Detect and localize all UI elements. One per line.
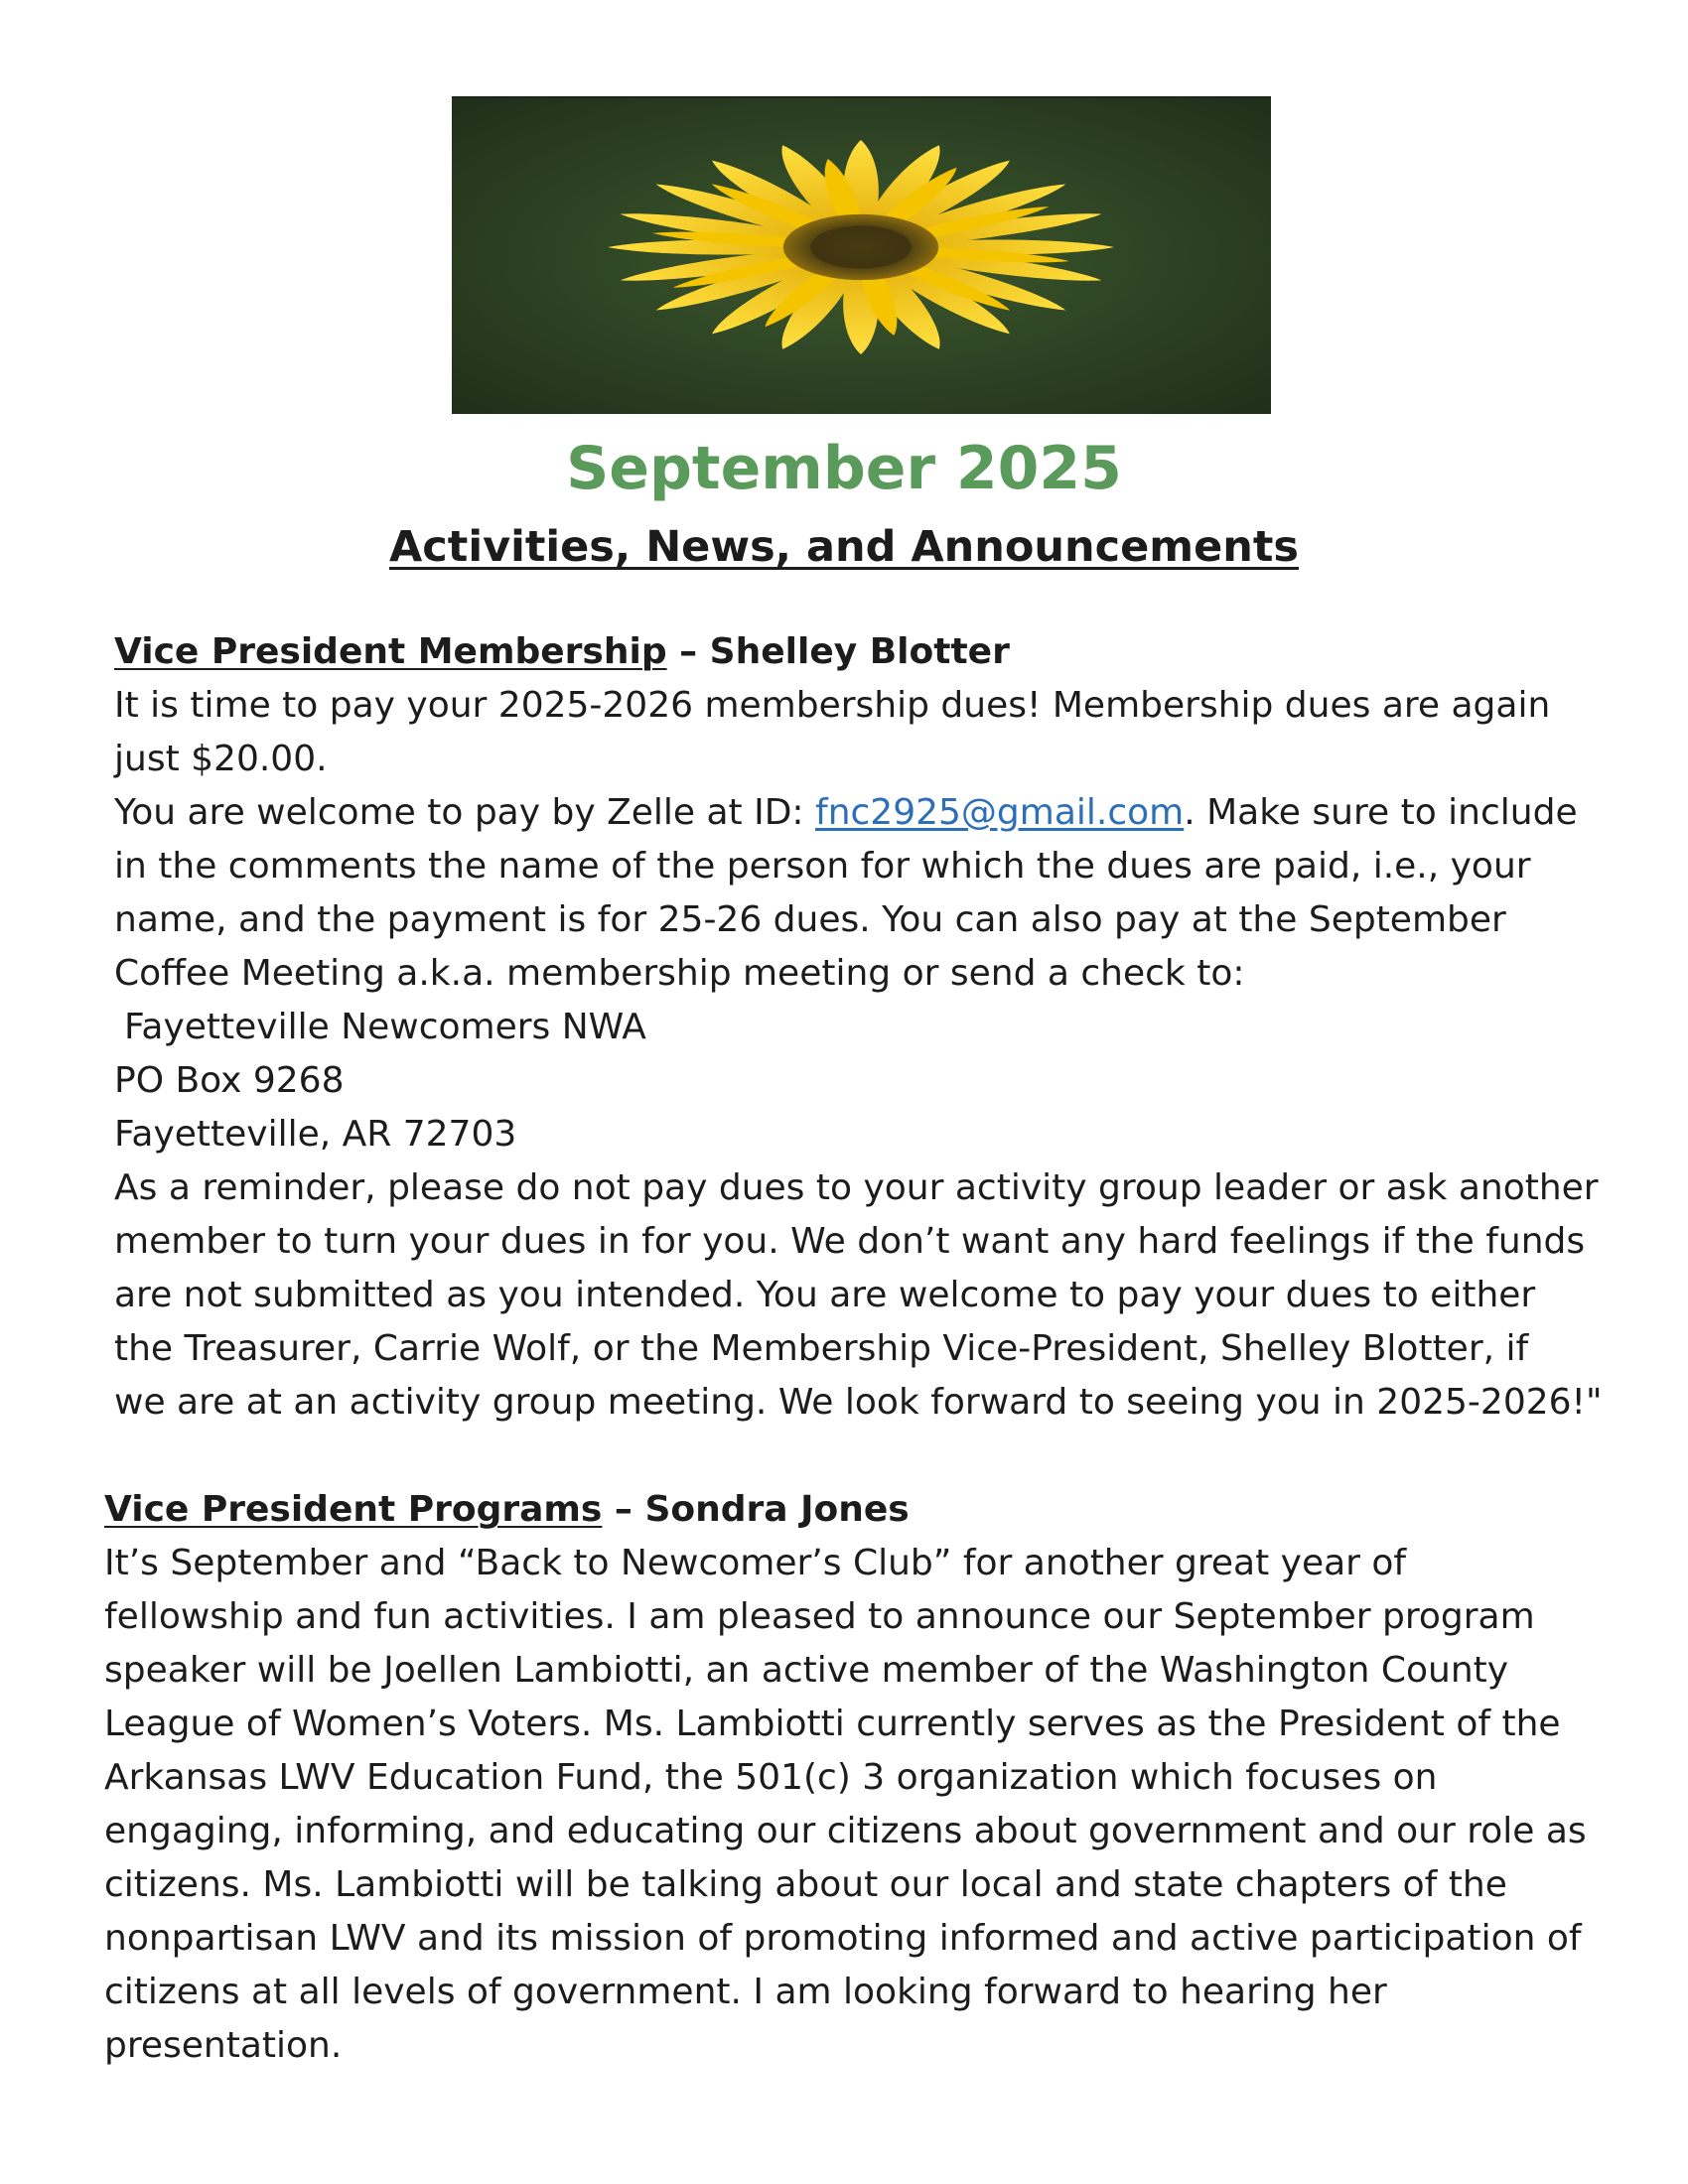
programs-text-line: engaging, informing, and educating our citizens about government and our role as (104, 1811, 1587, 1851)
programs-separator: – (602, 1489, 645, 1530)
membership-section (114, 625, 1623, 1430)
programs-text-line: nonpartisan LWV and its mission of promoting informed and active participation of (104, 1918, 1582, 1959)
membership-text-line: are not submitted as you intended. You are welcome to pay your dues to either (114, 1275, 1536, 1315)
membership-text-line: just $20.00. (114, 739, 328, 779)
address-name: Fayetteville Newcomers NWA (124, 1007, 646, 1047)
programs-text-line: League of Women’s Voters. Ms. Lambiotti currently serves as the President of the (104, 1704, 1561, 1744)
membership-text-line: As a reminder, please do not pay dues to your activity group leader or ask another (114, 1167, 1599, 1208)
programs-text-line: speaker will be Joellen Lambiotti, an active member of the Washington County (104, 1650, 1509, 1691)
zelle-intro: You are welcome to pay by Zelle at ID: (114, 792, 816, 833)
membership-role: Vice President Membership (114, 631, 667, 672)
page-title: September 2025 (566, 434, 1122, 503)
sunflower-icon (452, 98, 1271, 414)
membership-text-line: member to turn your dues in for you. We don’t want any hard feelings if the funds (114, 1221, 1586, 1262)
programs-text-line: citizens at all levels of government. I am looking forward to hearing her (104, 1972, 1387, 2012)
programs-text-line: It’s September and “Back to Newcomer’s Club” for another great year of (104, 1543, 1407, 1583)
programs-text-line: Arkansas LWV Education Fund, the 501(c) 3 organization which focuses on (104, 1757, 1438, 1798)
membership-heading (114, 625, 1623, 679)
zelle-instructions: . Make sure to include (1184, 792, 1578, 833)
membership-text-line: in the comments the name of the person for which the dues are paid, i.e., your (114, 846, 1531, 887)
sunflower-banner-image (452, 96, 1271, 414)
address-city: Fayetteville, AR 72703 (114, 1114, 517, 1155)
zelle-email-link[interactable]: fnc2925@gmail.com (815, 792, 1185, 833)
membership-text-line (114, 786, 1623, 840)
subtitle-text: Activities, News, and Announcements (389, 522, 1299, 572)
programs-section (104, 1483, 1614, 2073)
programs-text-line: fellowship and fun activities. I am pleased to announce our September program (104, 1596, 1535, 1637)
programs-heading (104, 1483, 1614, 1537)
programs-text-line: citizens. Ms. Lambiotti will be talking about our local and state chapters of the (104, 1864, 1507, 1905)
membership-text-line: name, and the payment is for 25-26 dues. You can also pay at the September (114, 899, 1506, 940)
address-po-box: PO Box 9268 (114, 1060, 345, 1101)
membership-text-line: It is time to pay your 2025-2026 membership dues! Membership dues are again (114, 685, 1551, 726)
membership-person: Shelley Blotter (709, 631, 1010, 672)
programs-text-line: presentation. (104, 2025, 343, 2066)
programs-person: Sondra Jones (644, 1489, 910, 1530)
membership-text-line: Coffee Meeting a.k.a. membership meeting or send a check to: (114, 953, 1245, 994)
membership-text-line: we are at an activity group meeting. We look forward to seeing you in 2025-2026!" (114, 1382, 1603, 1423)
page-subtitle (0, 522, 1688, 574)
membership-text-line: the Treasurer, Carrie Wolf, or the Membership Vice-President, Shelley Blotter, if (114, 1328, 1529, 1369)
membership-separator: – (666, 631, 710, 672)
programs-role: Vice President Programs (104, 1489, 603, 1530)
